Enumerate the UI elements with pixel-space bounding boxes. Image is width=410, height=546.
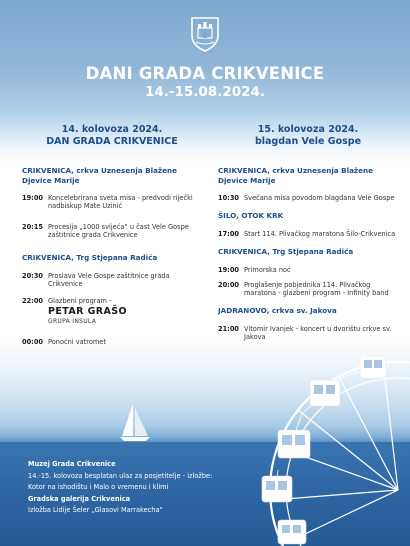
- schedule-item: [218, 325, 398, 342]
- museum-info: [28, 459, 288, 517]
- schedule-desc: Proglašenje pobjednika 114. Plivačkog maratona - glazbeni program - Infinity band: [244, 280, 389, 298]
- schedule-time: 20:30: [22, 271, 43, 280]
- schedule-item: [22, 194, 202, 211]
- schedule-item: [22, 297, 202, 326]
- location-heading: JADRANOVO, crkva sv. Jakova: [218, 306, 337, 316]
- day-15-column: [218, 124, 398, 342]
- schedule-item: [22, 272, 202, 289]
- day-15-title: blagdan Vele Gospe: [254, 136, 362, 147]
- schedule-desc: Procesija „1000 svijeća“ u čast Vele Gospe zaštitnice grada Crikvenice: [48, 222, 189, 239]
- gallery-exhibit: Izložba Lidije Šeler „Glasovi Marrakecha“: [28, 506, 163, 515]
- schedule-desc: Start 114. Plivačkog maratona Šilo-Crikvenica: [244, 229, 396, 238]
- schedule-item: [22, 223, 202, 240]
- schedule-time: 19:00: [218, 265, 239, 274]
- sailboat-icon: [118, 402, 152, 444]
- location-heading: ŠILO, OTOK KRK: [218, 211, 284, 221]
- schedule-time: 00:00: [22, 337, 43, 346]
- performer-band: GRUPA INSULA: [48, 317, 97, 325]
- schedule-desc-block: [48, 297, 202, 326]
- schedule-time: 20:15: [22, 222, 43, 231]
- event-dates: 14.-15.08.2024.: [144, 84, 266, 100]
- performer-name: PETAR GRAŠO: [48, 305, 127, 317]
- schedule-desc: Primorska noć: [244, 265, 291, 274]
- schedule-desc: Koncelebrirana sveta misa - predvodi riječki nadbiskup Mate Uzinić: [48, 194, 193, 211]
- schedule-time: 10:30: [218, 194, 239, 202]
- day-14-date: 14. kolovoza 2024.: [61, 124, 163, 135]
- schedule-desc: Proslava Vele Gospe zaštitnice grada Crikvenice: [48, 271, 170, 288]
- gallery-name: Gradska galerija Crikvenica: [28, 494, 131, 503]
- schedule-item: [218, 266, 398, 274]
- schedule-desc: Glazbeni program -: [48, 297, 112, 306]
- schedule-item: [22, 338, 202, 346]
- city-crest-icon: [190, 16, 220, 52]
- day-14-title: DAN GRADA CRIKVENICE: [46, 136, 178, 147]
- schedule-time: 19:00: [22, 194, 43, 202]
- location-heading: CRIKVENICA, Trg Stjepana Radića: [218, 247, 354, 257]
- museum-offer: 14.-15. kolovoza besplatan ulaz za posjetitelje - izložbe:: [28, 471, 213, 480]
- day-14-column: [22, 124, 202, 346]
- schedule-item: [218, 281, 398, 298]
- location-heading: CRIKVENICA, crkva Uznesenja Blažene Djevice Marije: [22, 166, 177, 185]
- museum-name: Muzej Grada Crikvenice: [28, 460, 116, 468]
- schedule-desc: Ponoćni vatromet: [48, 337, 106, 346]
- museum-exhibits: Kotor na ishodištu i Malo o vremenu i klimi: [28, 483, 169, 492]
- schedule-item: [218, 194, 398, 202]
- location-heading: CRIKVENICA, Trg Stjepana Radića: [22, 253, 158, 263]
- schedule-time: 22:00: [22, 297, 43, 306]
- schedule-time: 21:00: [218, 324, 239, 333]
- schedule-time: 17:00: [218, 229, 239, 238]
- schedule-item: [218, 230, 398, 238]
- page-title: DANI GRADA CRIKVENICE: [85, 64, 325, 83]
- location-heading: CRIKVENICA, crkva Uznesenja Blažene Djevice Marije: [218, 166, 373, 185]
- schedule-desc: Svečana misa povodom blagdana Vele Gospe: [244, 194, 395, 202]
- schedule-desc: Vitomir Ivanjek - koncert u dvorištu crkve sv. Jakova: [244, 324, 392, 342]
- day-15-date: 15. kolovoza 2024.: [257, 124, 359, 135]
- schedule-time: 20:00: [218, 280, 239, 289]
